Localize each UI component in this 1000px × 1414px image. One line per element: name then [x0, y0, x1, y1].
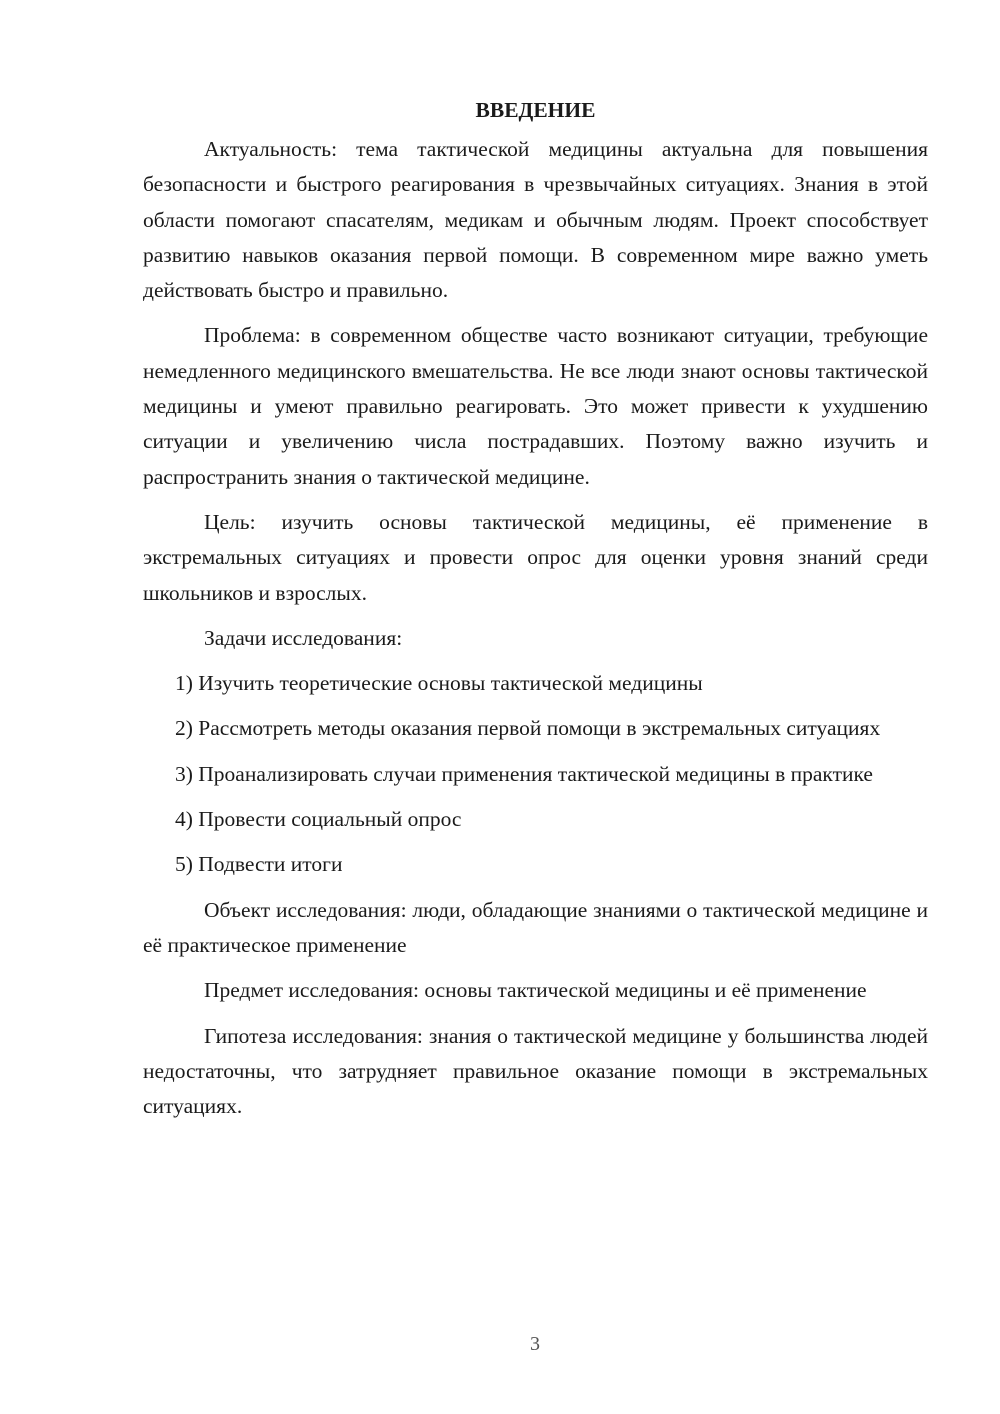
- goal-paragraph: Цель: изучить основы тактической медицины, её применение в экстремальных ситуациях и провести опрос для оценки уровня знаний среди школьников и взрослых.: [143, 509, 928, 605]
- problem-paragraph: Проблема: в современном обществе часто возникают ситуации, требующие немедленного медицинского вмешательства. Не все люди знают основы тактической медицины и умеют правильно реагировать. Это может привести к ухудшению ситуации и увеличению числа пострадавших. Поэтому важно изучить и распространить знания о тактической медицине.: [143, 323, 928, 489]
- task-item-3: 3) Проанализировать случаи применения тактической медицины в практике: [175, 761, 873, 786]
- tasks-heading: Задачи исследования:: [204, 625, 403, 650]
- relevance-paragraph: Актуальность: тема тактической медицины актуальна для повышения безопасности и быстрого реагирования в чрезвычайных ситуациях. Знания в этой области помогают спасателям, медикам и обычным людям. Проект способствует развитию навыков оказания первой помощи. В современном мире важно уметь действовать быстро и правильно.: [143, 137, 928, 303]
- page-number: 3: [530, 1333, 540, 1355]
- task-item-4: 4) Провести социальный опрос: [175, 807, 462, 832]
- task-item-5: 5) Подвести итоги: [175, 852, 343, 877]
- task-item-2: 2) Рассмотреть методы оказания первой помощи в экстремальных ситуациях: [175, 716, 881, 741]
- subject-paragraph: Предмет исследования: основы тактической медицины и её применение: [204, 978, 867, 1003]
- page-content: [143, 93, 928, 1134]
- object-paragraph: Объект исследования: люди, обладающие знаниями о тактической медицине и её практическое применение: [143, 897, 928, 957]
- task-item-1: 1) Изучить теоретические основы тактической медицины: [175, 671, 703, 696]
- hypothesis-paragraph: Гипотеза исследования: знания о тактической медицине у большинства людей недостаточны, что затрудняет правильное оказание помощи в экстремальных ситуациях.: [143, 1023, 928, 1119]
- page-title: ВВЕДЕНИЕ: [475, 98, 596, 122]
